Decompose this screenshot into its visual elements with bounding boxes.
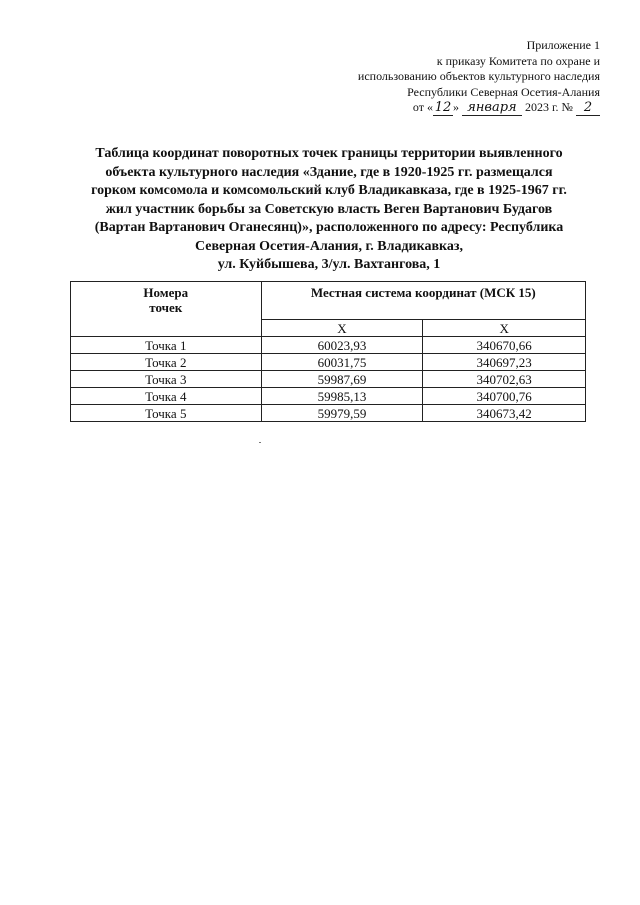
title-line: Северная Осетия-Алания, г. Владикавказ,	[194, 238, 464, 254]
x-value-cell: 60031,75	[261, 354, 423, 371]
order-date-line	[358, 100, 600, 116]
point-number-header-line1: Номера	[143, 285, 189, 300]
date-prefix: от «	[412, 100, 433, 115]
order-number-handwritten: 2	[576, 101, 600, 116]
x-value-cell: 59985,13	[261, 388, 423, 405]
date-mid: »	[452, 100, 459, 115]
title-line: ул. Куйбышева, 3/ул. Вахтангова, 1	[217, 257, 441, 272]
title-line: жил участник борьбы за Советскую власть Веген Вартанович Будагов	[105, 201, 553, 217]
document-title	[64, 145, 594, 275]
title-line: Таблица координат поворотных точек границы территории выявленного	[95, 146, 563, 161]
x-value-cell: 59979,59	[261, 405, 423, 422]
table-row	[71, 388, 586, 405]
x-column-header: X	[261, 320, 423, 337]
table-row	[71, 337, 586, 354]
date-month-handwritten: января	[462, 101, 522, 116]
y-value-cell: 340700,76	[423, 388, 586, 405]
title-line: (Вартан Вартанович Оганесянц)», расположенного по адресу: Республика	[94, 220, 564, 235]
y-value-cell: 340702,63	[423, 371, 586, 388]
title-line: горком комсомола и комсомольский клуб Владикавказа, где в 1925-1967 гг.	[91, 183, 567, 198]
appendix-header	[358, 38, 600, 116]
x-value-cell: 60023,93	[261, 337, 423, 354]
committee-name-line: использованию объектов культурного наследия	[357, 69, 600, 84]
coordinate-system-header: Местная система координат (МСК 15)	[261, 282, 585, 320]
table-row	[71, 354, 586, 371]
y-value-cell: 340670,66	[423, 337, 586, 354]
title-line: объекта культурного наследия «Здание, где в 1920-1925 гг. размещался	[105, 164, 553, 180]
point-number-header-line2: точек	[149, 300, 183, 315]
date-day-handwritten: 12	[434, 100, 452, 116]
republic-name-line: Республики Северная Осетия-Алания	[407, 84, 600, 99]
date-year: 2023 г. №	[524, 100, 573, 115]
coordinates-table	[70, 281, 586, 422]
y-value-cell: 340697,23	[423, 354, 586, 371]
x-value-cell: 59987,69	[261, 371, 423, 388]
table-row	[71, 405, 586, 422]
y-value-cell: 340673,42	[423, 405, 586, 422]
point-number-header	[71, 282, 262, 337]
point-name-cell: Точка 5	[71, 405, 262, 422]
point-name-cell: Точка 1	[71, 337, 262, 354]
table-row	[71, 371, 586, 388]
point-name-cell: Точка 4	[71, 388, 262, 405]
point-name-cell: Точка 3	[71, 371, 262, 388]
scan-speck	[259, 442, 261, 443]
order-reference-line: к приказу Комитета по охране и	[436, 53, 600, 68]
point-name-cell: Точка 2	[71, 354, 262, 371]
appendix-title: Приложение 1	[526, 38, 600, 52]
y-column-header: X	[423, 320, 586, 337]
